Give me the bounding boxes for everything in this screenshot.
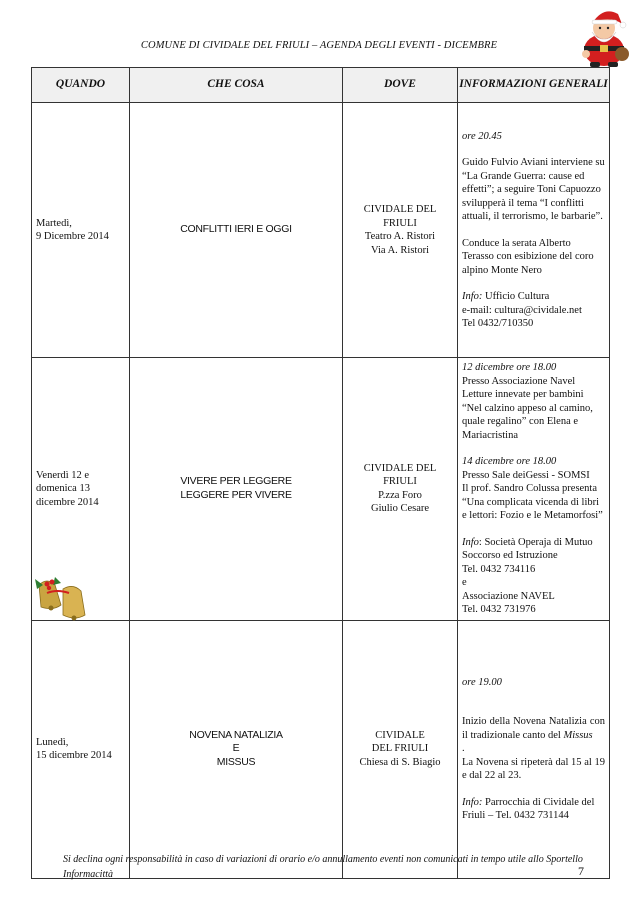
event-info-cell	[458, 358, 610, 621]
event-title-cell: CONFLITTI IERI E OGGI	[130, 103, 343, 358]
event-description: Inizio della Novena Natalizia con il tradizionale canto del Missus	[462, 716, 605, 741]
event-date-cell: Martedì, 9 Dicembre 2014	[32, 103, 130, 358]
event-organizer: Associazione NAVEL	[462, 590, 555, 602]
event-venue: Presso Associazione Navel	[462, 375, 576, 387]
event-date: 12 dicembre ore 18.00	[462, 362, 557, 373]
page-header-title: COMUNE DI CIVIDALE DEL FRIULI – AGENDA DEGLI EVENTI - DICEMBRE	[140, 40, 498, 51]
event-phone: Tel 0432/710350	[462, 318, 534, 329]
event-contact: Info: Ufficio Cultura	[462, 291, 550, 302]
table-row	[32, 358, 610, 621]
event-schedule: La Novena si ripeterà dal 15 al 19 e dal 22 al 23.	[462, 756, 605, 781]
event-date-cell: Venerdì 12 e domenica 13 dicembre 2014	[32, 358, 130, 621]
events-table	[31, 67, 610, 879]
column-header-dove: DOVE	[343, 68, 458, 103]
event-title-cell: NOVENA NATALIZIA E MISSUS	[130, 620, 343, 878]
column-header-che-cosa: CHE COSA	[130, 68, 343, 103]
event-time: ore 20.45	[462, 130, 502, 142]
column-header-quando: QUANDO	[32, 68, 130, 103]
punctuation: .	[462, 743, 465, 754]
event-info-cell	[458, 103, 610, 358]
event-email[interactable]: e-mail: cultura@cividale.net	[462, 304, 582, 316]
event-location-cell: CIVIDALE DEL FRIULI Chiesa di S. Biagio	[343, 620, 458, 878]
conjunction: e	[462, 577, 467, 588]
event-phone: Tel. 0432 734116	[462, 563, 536, 575]
event-phone: Tel. 0432 731976	[462, 604, 536, 615]
event-description: Letture innevate per bambini “Nel calzino appeso al camino, quale regalino” con Elena e Mariacristina	[462, 389, 593, 441]
table-row	[32, 103, 610, 358]
event-venue: Presso Sale deiGessi - SOMSI	[462, 469, 590, 481]
event-contact: Info: Società Operaja di Mutuo Soccorso ed Istruzione	[462, 536, 593, 561]
event-title-cell: VIVERE PER LEGGERE LEGGERE PER VIVERE	[130, 358, 343, 621]
event-contact: Info: Parrocchia di Cividale del Friuli – Tel. 0432 731144	[462, 796, 595, 821]
event-description: Guido Fulvio Aviani interviene su “La Grande Guerra: cause ed effetti”; a seguire Toni Capuozzo svilupperà il tema “I conflitti attuali, il terrorismo, le barbarie”.	[462, 157, 605, 222]
event-host: Conduce la serata Alberto Terasso con esibizione del coro alpino Monte Nero	[462, 237, 594, 276]
event-date-cell: Lunedì, 15 dicembre 2014	[32, 620, 130, 878]
table-row	[32, 620, 610, 878]
event-location-cell: CIVIDALE DEL FRIULI Teatro A. Ristori Via A. Ristori	[343, 103, 458, 358]
christmas-bells-icon	[33, 575, 93, 630]
event-description: Il prof. Sandro Colussa presenta “Una complicata vicenda di libri e lettori: Fozio e le Metamorfosi”	[462, 483, 603, 521]
column-header-informazioni: INFORMAZIONI GENERALI	[458, 68, 610, 103]
table-header-row	[32, 68, 610, 103]
footer-disclaimer: Si declina ogni responsabilità in caso di variazioni di orario e/o annullamento eventi non comunicati in tempo utile allo Sportello Informacittà	[63, 854, 583, 880]
event-time: ore 19.00	[462, 676, 502, 688]
santa-claus-icon	[576, 6, 632, 68]
event-date: 14 dicembre ore 18.00	[462, 456, 557, 467]
page-number: 7	[578, 864, 584, 878]
event-info-cell	[458, 620, 610, 878]
event-location-cell: CIVIDALE DEL FRIULI P.zza Foro Giulio Cesare	[343, 358, 458, 621]
